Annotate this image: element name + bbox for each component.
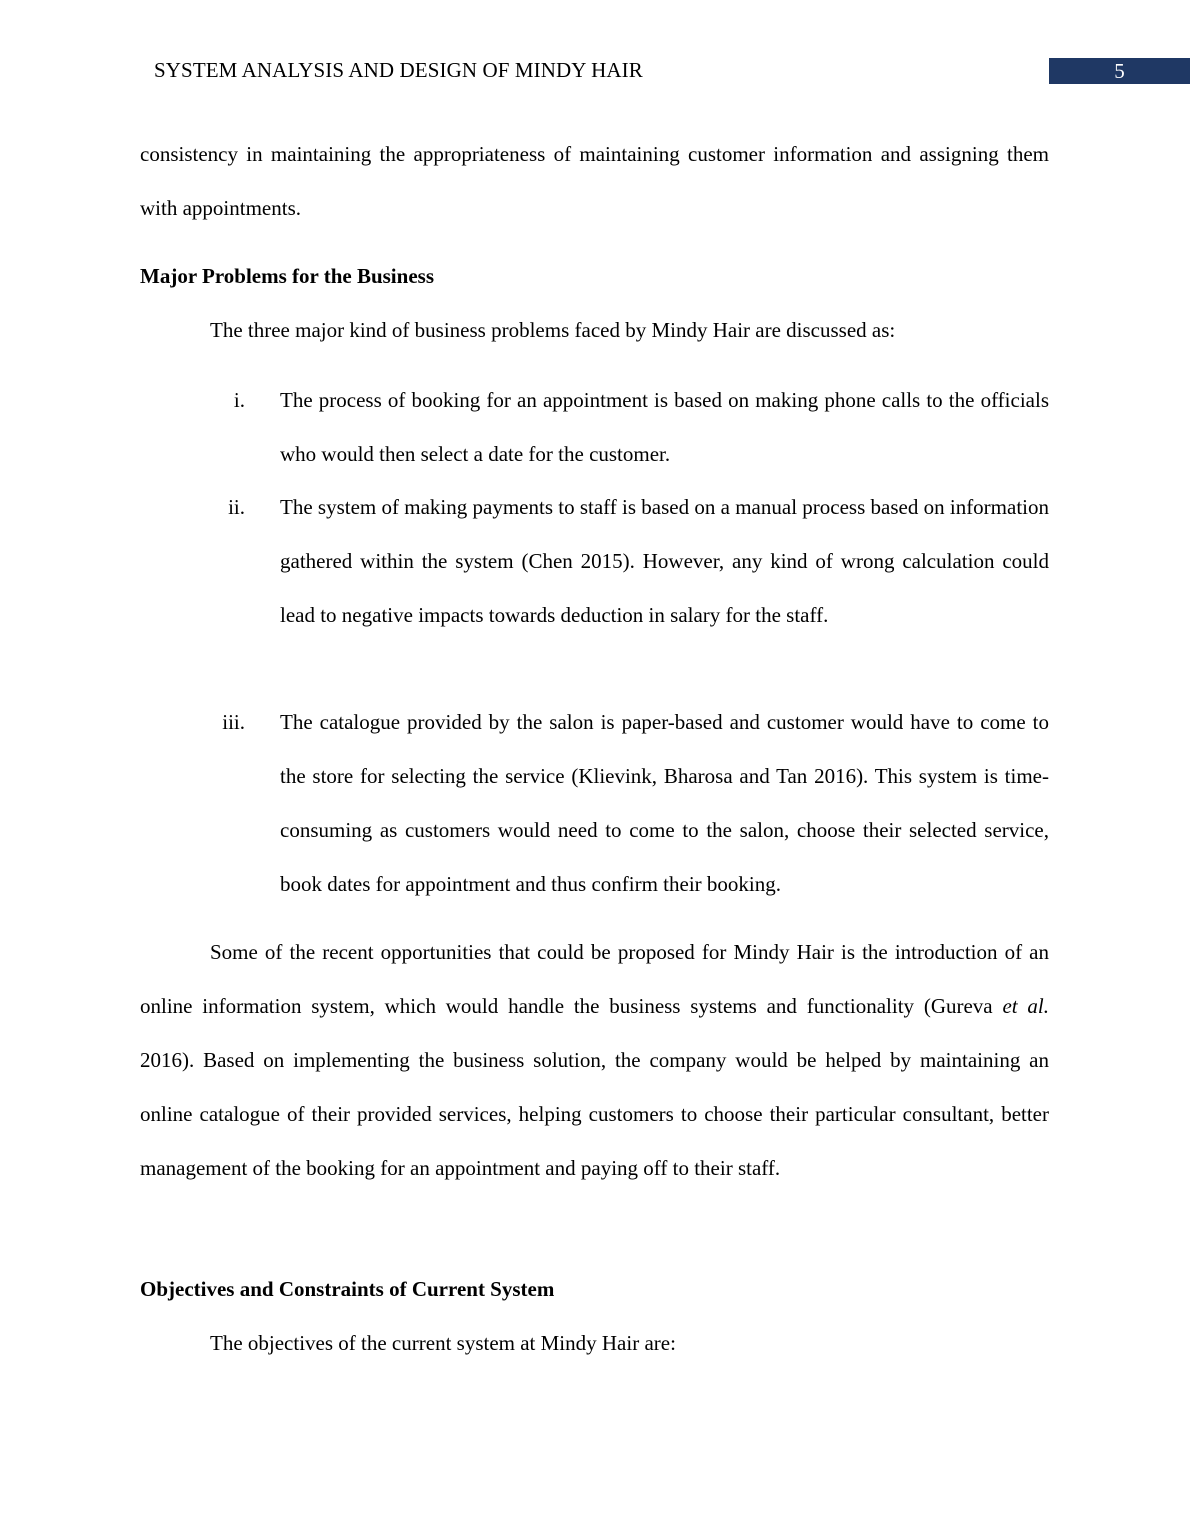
list-marker: ii. xyxy=(228,495,245,519)
citation-et-al: et al. xyxy=(1002,994,1049,1018)
section-heading-major-problems: Major Problems for the Business xyxy=(140,264,434,288)
list-item-text: The system of making payments to staff is based on a manual process based on information gathered within the system (Chen 2015). However, any kind of wrong calculation could lead to negative impacts towards deduction in salary for the staff. xyxy=(280,495,1049,627)
running-header-title: SYSTEM ANALYSIS AND DESIGN OF MINDY HAIR xyxy=(154,58,643,82)
list-marker: iii. xyxy=(222,710,245,734)
list-item-text: The catalogue provided by the salon is paper-based and customer would have to come to the store for selecting the service (Klievink, Bharosa and Tan 2016). This system is time-consuming as customers would need to come to the salon, choose their selected service, book dates for appointment and thus confirm their booking. xyxy=(280,710,1049,896)
opportunities-paragraph xyxy=(140,925,1049,1195)
section-heading-objectives-constraints: Objectives and Constraints of Current System xyxy=(140,1277,555,1301)
opportunities-text-part-2: 2016). Based on implementing the business solution, the company would be helped by maintaining an online catalogue of their provided services, helping customers to choose their particular consultant, better management of the booking for an appointment and paying off to their staff. xyxy=(140,1048,1049,1180)
list-marker: i. xyxy=(233,388,245,412)
intro-paragraph: consistency in maintaining the appropriateness of maintaining customer information and assigning them with appointments. xyxy=(140,142,1049,220)
opportunities-text-part-1: Some of the recent opportunities that could be proposed for Mindy Hair is the introduction of an online information system, which would handle the business systems and functionality (Gureva xyxy=(140,940,1049,1018)
objectives-lead-sentence: The objectives of the current system at Mindy Hair are: xyxy=(210,1331,676,1355)
problems-lead-sentence: The three major kind of business problems faced by Mindy Hair are discussed as: xyxy=(210,318,896,342)
list-item-text: The process of booking for an appointment is based on making phone calls to the officials who would then select a date for the customer. xyxy=(280,388,1049,466)
page-number-badge: 5 xyxy=(1049,58,1190,84)
